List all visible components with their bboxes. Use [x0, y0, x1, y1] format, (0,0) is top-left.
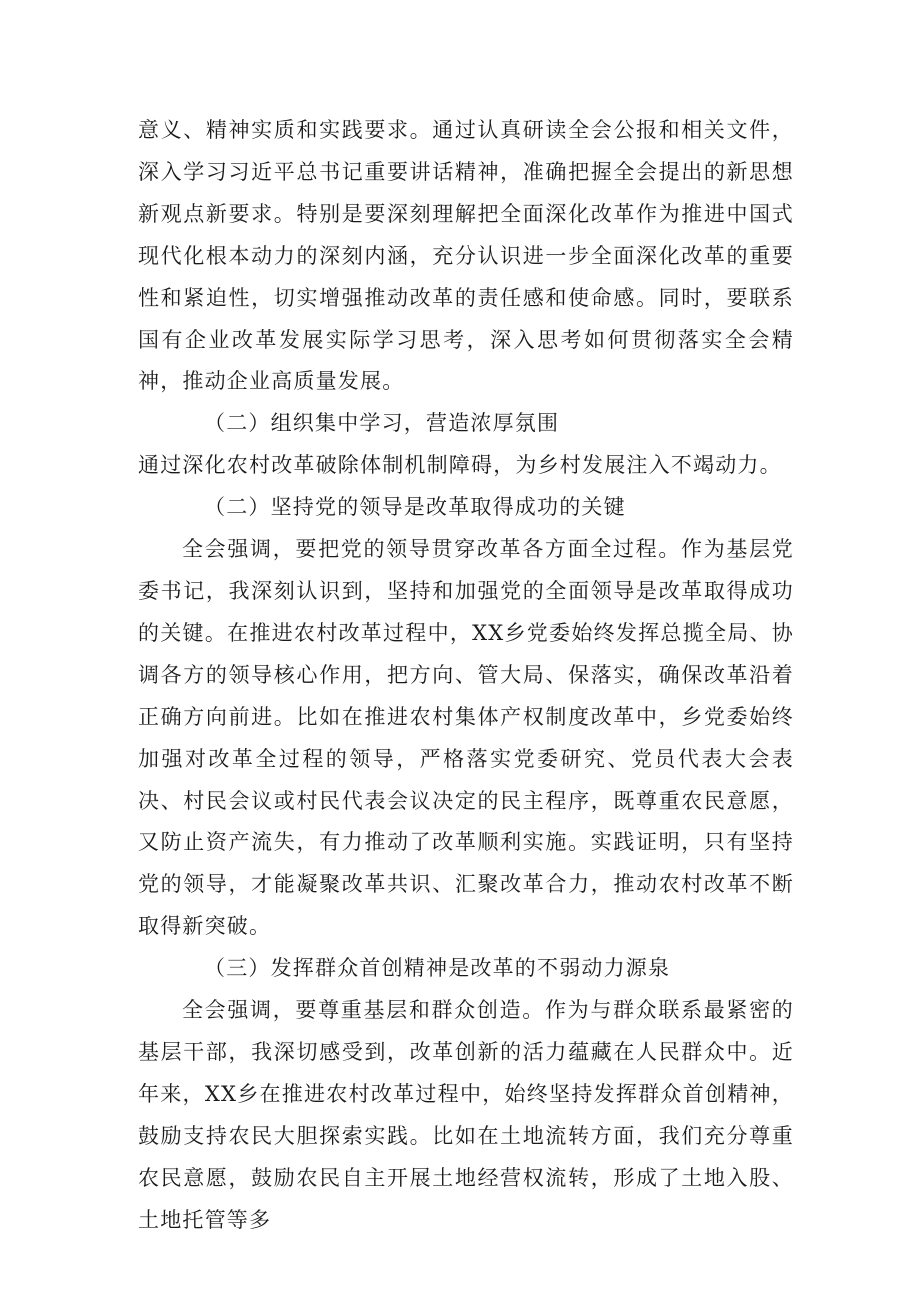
- section-heading-organize-study: （二）组织集中学习，营造浓厚氛围: [204, 411, 560, 436]
- paragraph-mass-creativity: 全会强调，要尊重基层和群众创造。作为与群众联系最紧密的基层干部，我深切感受到，改革创新的活力蕴藏在人民群众中。近年来，XX乡在推进农村改革过程中，始终坚持发挥群众首创精神，鼓励支持农民大胆探索实践。比如在土地流转方面，我们充分尊重农民意愿，鼓励农民自主开展土地经营权流转，形成了土地入股、土地托管等多: [138, 998, 794, 1232]
- paragraph-party-leadership: 全会强调，要把党的领导贯穿改革各方面全过程。作为基层党委书记，我深刻认识到，坚持和加强党的全面领导是改革取得成功的关键。在推进农村改革过程中，XX乡党委始终发挥总揽全局、协调各方的领导核心作用，把方向、管大局、保落实，确保改革沿着正确方向前进。比如在推进农村集体产权制度改革中，乡党委始终加强对改革全过程的领导，严格落实党委研究、党员代表大会表决、村民会议或村民代表会议决定的民主程序，既尊重农民意愿，又防止资产流失，有力推动了改革顺利实施。实践证明，只有坚持党的领导，才能凝聚改革共识、汇聚改革合力，推动农村改革不断取得新突破。: [138, 537, 794, 939]
- paragraph-rural-reform: 通过深化农村改革破除体制机制障碍，为乡村发展注入不竭动力。: [138, 453, 782, 478]
- section-heading-mass-creativity: （三）发挥群众首创精神是改革的不弱动力源泉: [204, 956, 671, 981]
- section-heading-party-leadership: （二）坚持党的领导是改革取得成功的关键: [204, 495, 626, 520]
- document-page: [138, 110, 794, 1241]
- paragraph-continuation: 意义、精神实质和实践要求。通过认真研读全会公报和相关文件，深入学习习近平总书记重要讲话精神，准确把握全会提出的新思想新观点新要求。特别是要深刻理解把全面深化改革作为推进中国式现代化根本动力的深刻内涵，充分认识进一步全面深化改革的重要性和紧迫性，切实增强推动改革的责任感和使命感。同时，要联系国有企业改革发展实际学习思考，深入思考如何贯彻落实全会精神，推动企业高质量发展。: [138, 118, 794, 394]
